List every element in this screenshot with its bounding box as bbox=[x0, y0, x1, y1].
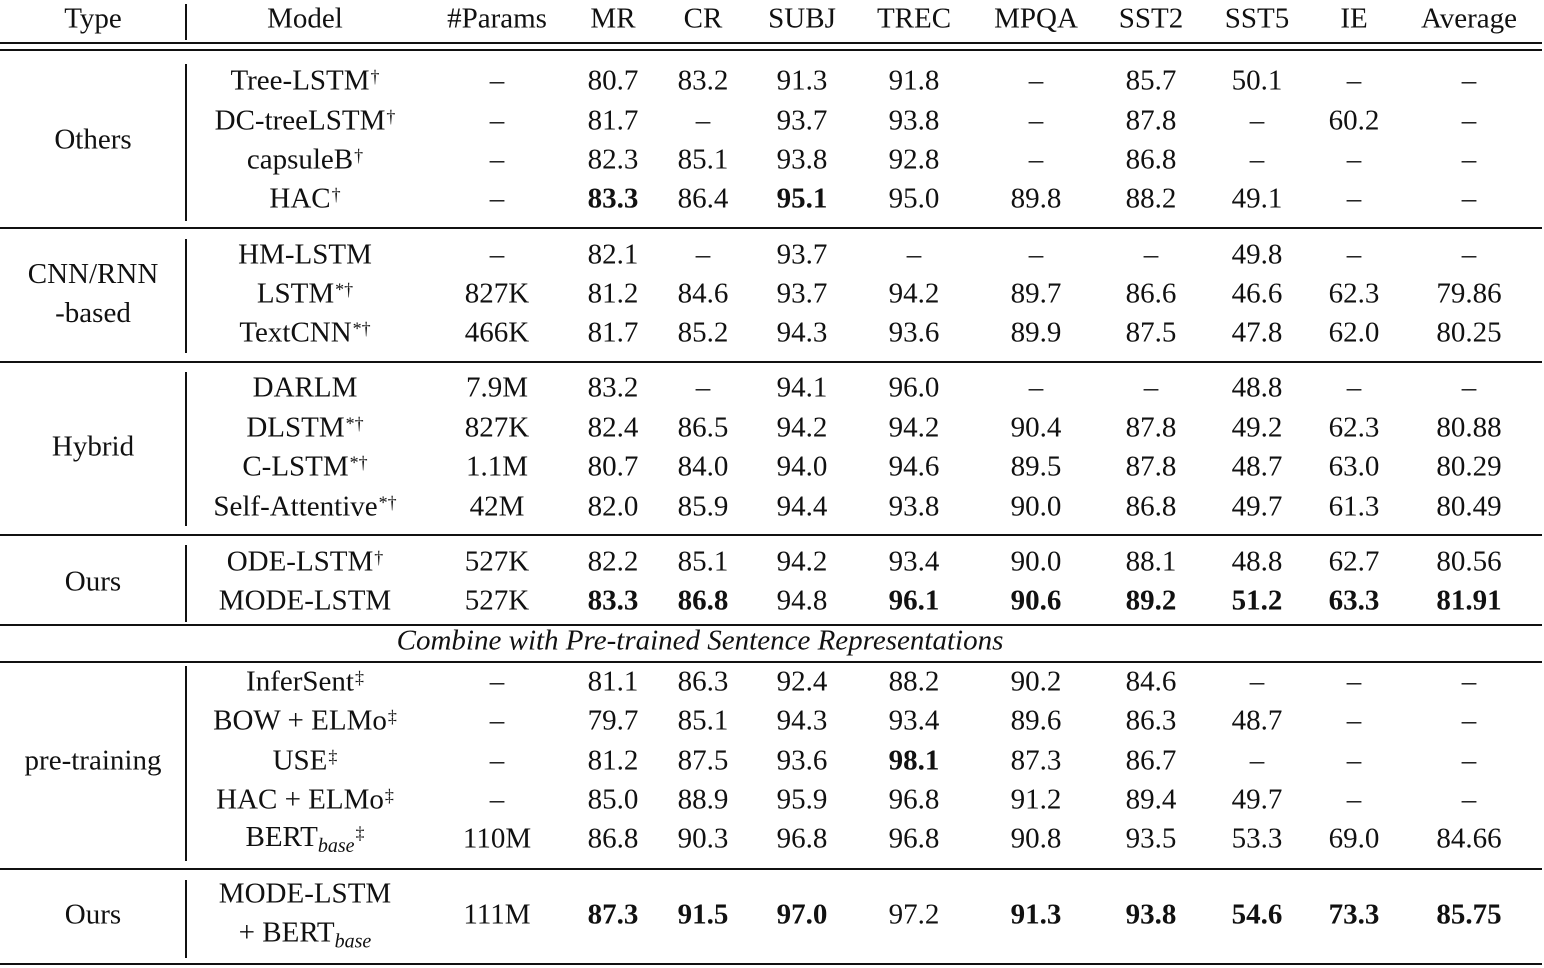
score-cell: 95.9 bbox=[776, 783, 828, 816]
score-cell: 86.8 bbox=[1125, 490, 1177, 523]
score-cell: 86.8 bbox=[587, 822, 639, 855]
score-cell: 53.3 bbox=[1231, 822, 1283, 855]
score-cell: 84.6 bbox=[1125, 665, 1177, 698]
params-cell: – bbox=[489, 783, 505, 816]
score-cell: 84.66 bbox=[1436, 822, 1502, 855]
score-cell: – bbox=[1461, 104, 1477, 137]
score-cell: 91.5 bbox=[677, 898, 729, 931]
header-trec: TREC bbox=[876, 2, 952, 35]
score-cell: 51.2 bbox=[1231, 584, 1283, 617]
score-cell: 94.4 bbox=[776, 490, 828, 523]
score-cell: 87.8 bbox=[1125, 411, 1177, 444]
score-cell: 86.4 bbox=[677, 182, 729, 215]
score-cell: 81.2 bbox=[587, 277, 639, 310]
score-cell: 97.0 bbox=[776, 898, 828, 931]
column-divider bbox=[185, 4, 187, 40]
score-cell: 86.3 bbox=[677, 665, 729, 698]
model-name: MODE-LSTM + $BERT_{base}$ bbox=[218, 877, 392, 953]
score-cell: 96.0 bbox=[888, 371, 940, 404]
score-cell: 48.8 bbox=[1231, 371, 1283, 404]
score-cell: 90.0 bbox=[1010, 545, 1062, 578]
score-cell: 83.3 bbox=[587, 584, 639, 617]
score-cell: – bbox=[1346, 665, 1362, 698]
score-cell: 90.8 bbox=[1010, 822, 1062, 855]
score-cell: 97.2 bbox=[888, 898, 940, 931]
score-cell: 91.3 bbox=[776, 64, 828, 97]
params-cell: 111M bbox=[463, 898, 531, 931]
score-cell: 49.7 bbox=[1231, 783, 1283, 816]
type-label: Ours bbox=[64, 565, 122, 598]
score-cell: – bbox=[1249, 104, 1265, 137]
score-cell: 79.86 bbox=[1436, 277, 1502, 310]
score-cell: 81.1 bbox=[587, 665, 639, 698]
score-cell: – bbox=[1346, 182, 1362, 215]
score-cell: 96.8 bbox=[888, 783, 940, 816]
model-name: C-LSTM*† bbox=[242, 450, 368, 483]
score-cell: 82.0 bbox=[587, 490, 639, 523]
params-cell: 110M bbox=[462, 822, 532, 855]
score-cell: 94.2 bbox=[776, 545, 828, 578]
score-cell: 94.2 bbox=[888, 277, 940, 310]
model-name: HAC† bbox=[269, 182, 341, 215]
type-label: CNN/RNN -based bbox=[27, 258, 159, 329]
params-cell: – bbox=[489, 64, 505, 97]
model-name: DLSTM*† bbox=[246, 411, 364, 444]
score-cell: 93.7 bbox=[776, 277, 828, 310]
score-cell: 82.3 bbox=[587, 143, 639, 176]
score-cell: 93.4 bbox=[888, 704, 940, 737]
header-sst2: SST2 bbox=[1118, 2, 1184, 35]
score-cell: 86.3 bbox=[1125, 704, 1177, 737]
score-cell: 93.8 bbox=[776, 143, 828, 176]
score-cell: 62.3 bbox=[1328, 411, 1380, 444]
score-cell: 90.3 bbox=[677, 822, 729, 855]
score-cell: 90.2 bbox=[1010, 665, 1062, 698]
score-cell: 85.1 bbox=[677, 545, 729, 578]
params-cell: – bbox=[489, 182, 505, 215]
score-cell: 80.29 bbox=[1436, 450, 1502, 483]
score-cell: 89.2 bbox=[1125, 584, 1177, 617]
header-mr: MR bbox=[590, 2, 636, 35]
score-cell: 93.8 bbox=[888, 104, 940, 137]
score-cell: 46.6 bbox=[1231, 277, 1283, 310]
score-cell: – bbox=[695, 371, 711, 404]
score-cell: 85.7 bbox=[1125, 64, 1177, 97]
score-cell: 49.2 bbox=[1231, 411, 1283, 444]
score-cell: – bbox=[695, 104, 711, 137]
score-cell: 48.7 bbox=[1231, 450, 1283, 483]
score-cell: 87.8 bbox=[1125, 450, 1177, 483]
score-cell: 50.1 bbox=[1231, 64, 1283, 97]
score-cell: – bbox=[1028, 64, 1044, 97]
score-cell: 88.2 bbox=[1125, 182, 1177, 215]
score-cell: 62.3 bbox=[1328, 277, 1380, 310]
params-cell: – bbox=[489, 744, 505, 777]
score-cell: 92.8 bbox=[888, 143, 940, 176]
score-cell: – bbox=[1461, 783, 1477, 816]
score-cell: 89.4 bbox=[1125, 783, 1177, 816]
model-name: TextCNN*† bbox=[239, 316, 371, 349]
header-subj: SUBJ bbox=[768, 2, 836, 35]
params-cell: – bbox=[489, 665, 505, 698]
score-cell: 94.3 bbox=[776, 316, 828, 349]
score-cell: – bbox=[1461, 182, 1477, 215]
score-cell: – bbox=[1461, 64, 1477, 97]
model-name: DC-treeLSTM† bbox=[214, 104, 396, 137]
score-cell: 69.0 bbox=[1328, 822, 1380, 855]
score-cell: – bbox=[1346, 143, 1362, 176]
score-cell: 89.7 bbox=[1010, 277, 1062, 310]
header-average: Average bbox=[1420, 2, 1518, 35]
score-cell: 63.0 bbox=[1328, 450, 1380, 483]
score-cell: – bbox=[1028, 143, 1044, 176]
score-cell: 93.8 bbox=[888, 490, 940, 523]
score-cell: 49.7 bbox=[1231, 490, 1283, 523]
score-cell: 49.8 bbox=[1231, 238, 1283, 271]
score-cell: – bbox=[1028, 104, 1044, 137]
model-name: MODE-LSTM bbox=[218, 584, 392, 617]
model-name: Tree-LSTM† bbox=[230, 64, 380, 97]
score-cell: 93.7 bbox=[776, 104, 828, 137]
table-rule bbox=[0, 49, 1542, 51]
column-divider bbox=[185, 372, 187, 526]
score-cell: – bbox=[1346, 744, 1362, 777]
score-cell: 87.5 bbox=[1125, 316, 1177, 349]
score-cell: 94.3 bbox=[776, 704, 828, 737]
score-cell: 80.7 bbox=[587, 450, 639, 483]
score-cell: 83.2 bbox=[677, 64, 729, 97]
score-cell: – bbox=[1461, 238, 1477, 271]
score-cell: 47.8 bbox=[1231, 316, 1283, 349]
score-cell: 94.1 bbox=[776, 371, 828, 404]
score-cell: 85.1 bbox=[677, 704, 729, 737]
score-cell: 83.2 bbox=[587, 371, 639, 404]
score-cell: – bbox=[1461, 744, 1477, 777]
model-name: LSTM*† bbox=[256, 277, 354, 310]
score-cell: 96.1 bbox=[888, 584, 940, 617]
params-cell: – bbox=[489, 704, 505, 737]
model-name: capsuleB† bbox=[246, 143, 364, 176]
score-cell: 88.1 bbox=[1125, 545, 1177, 578]
score-cell: 73.3 bbox=[1328, 898, 1380, 931]
header-model: Model bbox=[267, 2, 343, 35]
score-cell: 93.6 bbox=[776, 744, 828, 777]
score-cell: 93.8 bbox=[1125, 898, 1177, 931]
score-cell: 87.3 bbox=[1010, 744, 1062, 777]
table-rule bbox=[0, 42, 1542, 44]
score-cell: 83.3 bbox=[587, 182, 639, 215]
score-cell: 81.91 bbox=[1436, 584, 1502, 617]
score-cell: 86.8 bbox=[1125, 143, 1177, 176]
score-cell: – bbox=[1346, 704, 1362, 737]
header-ie: IE bbox=[1340, 2, 1368, 35]
params-cell: – bbox=[489, 104, 505, 137]
score-cell: 90.4 bbox=[1010, 411, 1062, 444]
header-sst5: SST5 bbox=[1224, 2, 1290, 35]
score-cell: 86.6 bbox=[1125, 277, 1177, 310]
score-cell: – bbox=[1346, 371, 1362, 404]
score-cell: 48.7 bbox=[1231, 704, 1283, 737]
score-cell: – bbox=[1346, 64, 1362, 97]
score-cell: 86.7 bbox=[1125, 744, 1177, 777]
score-cell: 91.8 bbox=[888, 64, 940, 97]
type-label: pre-training bbox=[24, 744, 162, 777]
score-cell: 63.3 bbox=[1328, 584, 1380, 617]
header-mpqa: MPQA bbox=[994, 2, 1078, 35]
model-name: HM-LSTM bbox=[238, 238, 372, 271]
score-cell: 81.7 bbox=[587, 316, 639, 349]
score-cell: 87.5 bbox=[677, 744, 729, 777]
score-cell: 85.1 bbox=[677, 143, 729, 176]
score-cell: 93.7 bbox=[776, 238, 828, 271]
score-cell: 94.6 bbox=[888, 450, 940, 483]
score-cell: 81.2 bbox=[587, 744, 639, 777]
score-cell: 49.1 bbox=[1231, 182, 1283, 215]
score-cell: 85.75 bbox=[1436, 898, 1502, 931]
model-name: DARLM bbox=[252, 371, 358, 404]
column-divider bbox=[185, 666, 187, 861]
score-cell: 60.2 bbox=[1328, 104, 1380, 137]
score-cell: 95.1 bbox=[776, 182, 828, 215]
params-cell: 42M bbox=[469, 490, 525, 523]
params-cell: – bbox=[489, 143, 505, 176]
score-cell: 94.2 bbox=[888, 411, 940, 444]
score-cell: 54.6 bbox=[1231, 898, 1283, 931]
score-cell: 93.4 bbox=[888, 545, 940, 578]
model-name: InferSent‡ bbox=[246, 665, 364, 698]
params-cell: 827K bbox=[464, 277, 530, 310]
score-cell: – bbox=[1461, 143, 1477, 176]
params-cell: 527K bbox=[464, 584, 530, 617]
params-cell: 827K bbox=[464, 411, 530, 444]
score-cell: 89.6 bbox=[1010, 704, 1062, 737]
score-cell: 82.1 bbox=[587, 238, 639, 271]
score-cell: – bbox=[1143, 238, 1159, 271]
score-cell: 86.8 bbox=[677, 584, 729, 617]
score-cell: – bbox=[906, 238, 922, 271]
score-cell: 89.8 bbox=[1010, 182, 1062, 215]
score-cell: – bbox=[1249, 665, 1265, 698]
score-cell: 81.7 bbox=[587, 104, 639, 137]
score-cell: 48.8 bbox=[1231, 545, 1283, 578]
section-banner: Combine with Pre-trained Sentence Representations bbox=[396, 624, 1004, 657]
score-cell: 85.0 bbox=[587, 783, 639, 816]
score-cell: 93.5 bbox=[1125, 822, 1177, 855]
score-cell: 89.5 bbox=[1010, 450, 1062, 483]
column-divider bbox=[185, 239, 187, 353]
score-cell: 85.2 bbox=[677, 316, 729, 349]
score-cell: 94.8 bbox=[776, 584, 828, 617]
model-name: Self-Attentive*† bbox=[213, 490, 397, 523]
score-cell: 80.88 bbox=[1436, 411, 1502, 444]
score-cell: – bbox=[1028, 238, 1044, 271]
score-cell: 62.7 bbox=[1328, 545, 1380, 578]
table-rule bbox=[0, 227, 1542, 229]
score-cell: 96.8 bbox=[888, 822, 940, 855]
score-cell: 61.3 bbox=[1328, 490, 1380, 523]
column-divider bbox=[185, 880, 187, 958]
params-cell: 527K bbox=[464, 545, 530, 578]
score-cell: 98.1 bbox=[888, 744, 940, 777]
score-cell: 90.0 bbox=[1010, 490, 1062, 523]
score-cell: – bbox=[1143, 371, 1159, 404]
column-divider bbox=[185, 545, 187, 622]
type-label: Hybrid bbox=[51, 430, 135, 463]
score-cell: 80.49 bbox=[1436, 490, 1502, 523]
table-rule bbox=[0, 661, 1542, 663]
score-cell: 93.6 bbox=[888, 316, 940, 349]
model-name: BOW + ELMo‡ bbox=[213, 704, 397, 737]
params-cell: 466K bbox=[464, 316, 530, 349]
score-cell: – bbox=[695, 238, 711, 271]
score-cell: 91.3 bbox=[1010, 898, 1062, 931]
model-name: USE‡ bbox=[272, 744, 338, 777]
type-label: Ours bbox=[64, 898, 122, 931]
score-cell: 94.2 bbox=[776, 411, 828, 444]
type-label: Others bbox=[54, 123, 132, 156]
score-cell: 82.2 bbox=[587, 545, 639, 578]
score-cell: 86.5 bbox=[677, 411, 729, 444]
score-cell: 79.7 bbox=[587, 704, 639, 737]
score-cell: 80.7 bbox=[587, 64, 639, 97]
score-cell: – bbox=[1346, 783, 1362, 816]
score-cell: – bbox=[1461, 704, 1477, 737]
score-cell: – bbox=[1461, 665, 1477, 698]
score-cell: 87.3 bbox=[587, 898, 639, 931]
score-cell: 95.0 bbox=[888, 182, 940, 215]
score-cell: 87.8 bbox=[1125, 104, 1177, 137]
score-cell: – bbox=[1346, 238, 1362, 271]
score-cell: 91.2 bbox=[1010, 783, 1062, 816]
score-cell: 85.9 bbox=[677, 490, 729, 523]
header-params: #Params bbox=[447, 2, 547, 35]
score-cell: 88.2 bbox=[888, 665, 940, 698]
score-cell: 62.0 bbox=[1328, 316, 1380, 349]
score-cell: – bbox=[1249, 143, 1265, 176]
score-cell: 82.4 bbox=[587, 411, 639, 444]
score-cell: 92.4 bbox=[776, 665, 828, 698]
score-cell: – bbox=[1249, 744, 1265, 777]
params-cell: 1.1M bbox=[465, 450, 529, 483]
score-cell: 90.6 bbox=[1010, 584, 1062, 617]
model-name: $BERT_{base}^\ddagger$ bbox=[245, 821, 365, 857]
model-name: HAC + ELMo‡ bbox=[216, 783, 394, 816]
score-cell: 80.56 bbox=[1436, 545, 1502, 578]
score-cell: 94.0 bbox=[776, 450, 828, 483]
params-cell: 7.9M bbox=[465, 371, 529, 404]
table-rule bbox=[0, 361, 1542, 363]
column-divider bbox=[185, 64, 187, 221]
score-cell: 88.9 bbox=[677, 783, 729, 816]
table-rule bbox=[0, 963, 1542, 965]
score-cell: 96.8 bbox=[776, 822, 828, 855]
score-cell: 84.0 bbox=[677, 450, 729, 483]
table-rule bbox=[0, 868, 1542, 870]
score-cell: – bbox=[1028, 371, 1044, 404]
table-rule bbox=[0, 534, 1542, 536]
score-cell: 89.9 bbox=[1010, 316, 1062, 349]
score-cell: 84.6 bbox=[677, 277, 729, 310]
score-cell: 80.25 bbox=[1436, 316, 1502, 349]
header-cr: CR bbox=[683, 2, 723, 35]
header-type: Type bbox=[64, 2, 122, 35]
score-cell: – bbox=[1461, 371, 1477, 404]
model-name: ODE-LSTM† bbox=[226, 545, 384, 578]
params-cell: – bbox=[489, 238, 505, 271]
